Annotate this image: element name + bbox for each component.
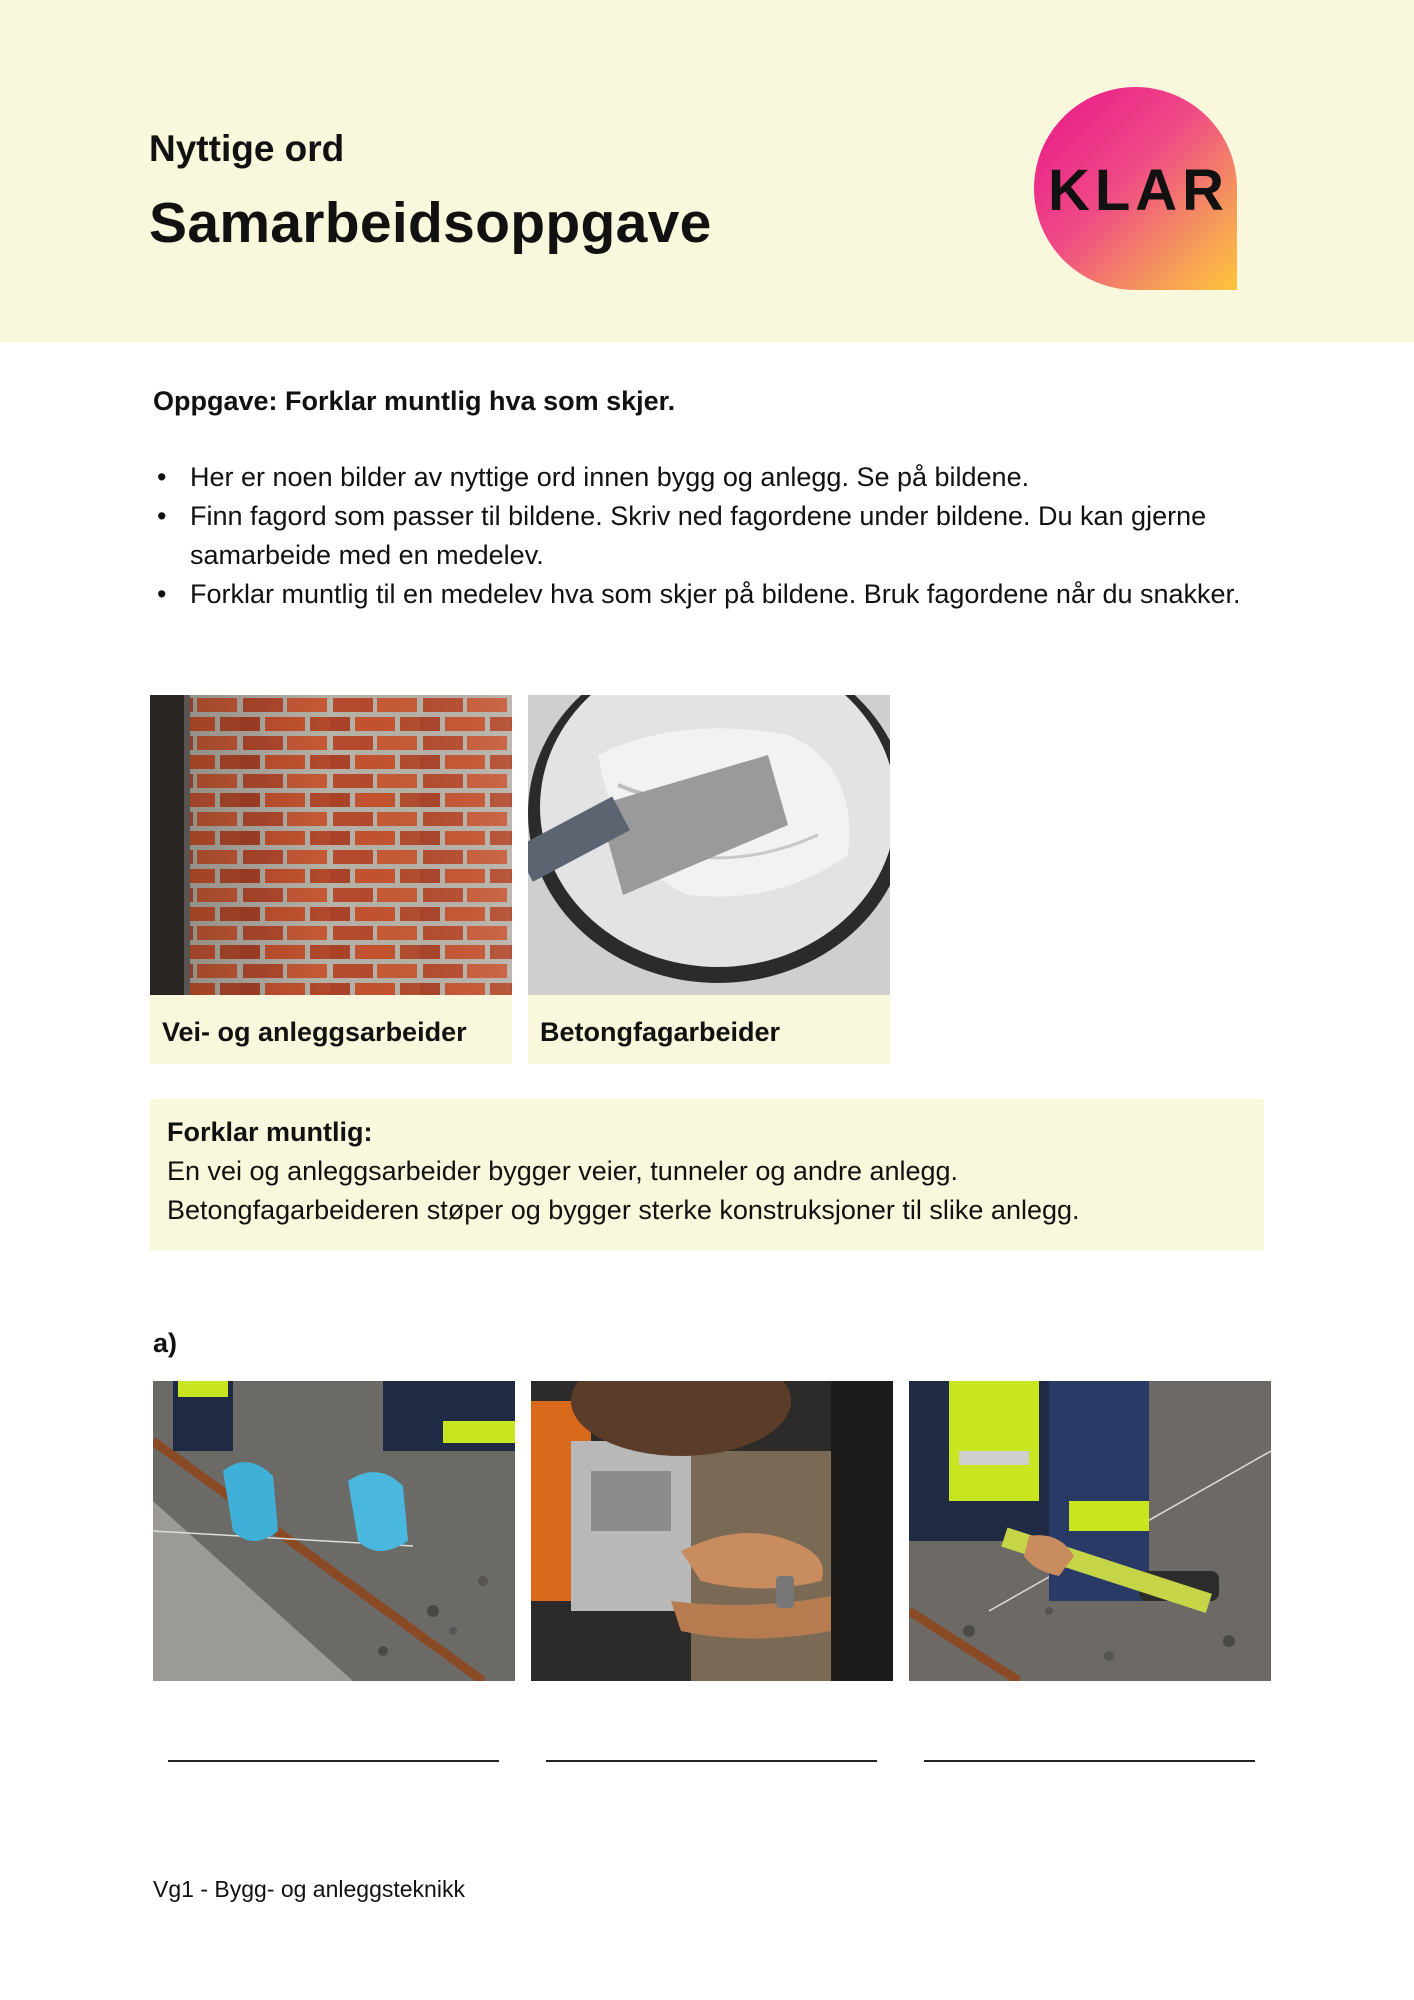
logo-text: KLAR bbox=[1047, 158, 1230, 223]
explain-line: Betongfagarbeideren støper og bygger sterke konstruksjoner til slike anlegg. bbox=[167, 1195, 1080, 1225]
spirit-level-photo bbox=[909, 1381, 1271, 1681]
answer-line[interactable] bbox=[924, 1760, 1255, 1762]
caption-vei-og-anleggsarbeider: Vei- og anleggsarbeider bbox=[150, 995, 512, 1064]
page-title: Samarbeidsoppgave bbox=[149, 191, 712, 255]
page-kicker: Nyttige ord bbox=[149, 128, 345, 169]
rebar-gloves-photo bbox=[153, 1381, 515, 1681]
answer-line[interactable] bbox=[168, 1760, 499, 1762]
instruction-list bbox=[153, 458, 1263, 614]
instruction-item: • Finn fagord som passer til bildene. Skriv ned fagordene under bildene. Du kan gjerne samarbeide med en medelev. bbox=[153, 497, 1263, 575]
footer-course: Vg1 - Bygg- og anleggsteknikk bbox=[153, 1876, 465, 1902]
explain-line: En vei og anleggsarbeider bygger veier, tunneler og andre anlegg. bbox=[167, 1156, 959, 1186]
brick-wall-photo bbox=[150, 695, 512, 995]
instruction-item: • Her er noen bilder av nyttige ord innen bygg og anlegg. Se på bildene. bbox=[153, 458, 1263, 497]
task-heading: Oppgave: Forklar muntlig hva som skjer. bbox=[153, 386, 676, 416]
klar-logo bbox=[1034, 87, 1237, 290]
section-a-label: a) bbox=[153, 1328, 178, 1358]
instruction-item: • Forklar muntlig til en medelev hva som skjer på bildene. Bruk fagordene når du snakker. bbox=[153, 575, 1263, 614]
mortar-bucket-photo bbox=[528, 695, 890, 995]
header-banner bbox=[0, 0, 1414, 342]
caption-betongfagarbeider: Betongfagarbeider bbox=[528, 995, 890, 1064]
explain-box bbox=[150, 1099, 1264, 1251]
answer-line[interactable] bbox=[546, 1760, 877, 1762]
explain-label: Forklar muntlig: bbox=[167, 1117, 373, 1147]
chainsaw-repair-photo bbox=[531, 1381, 893, 1681]
